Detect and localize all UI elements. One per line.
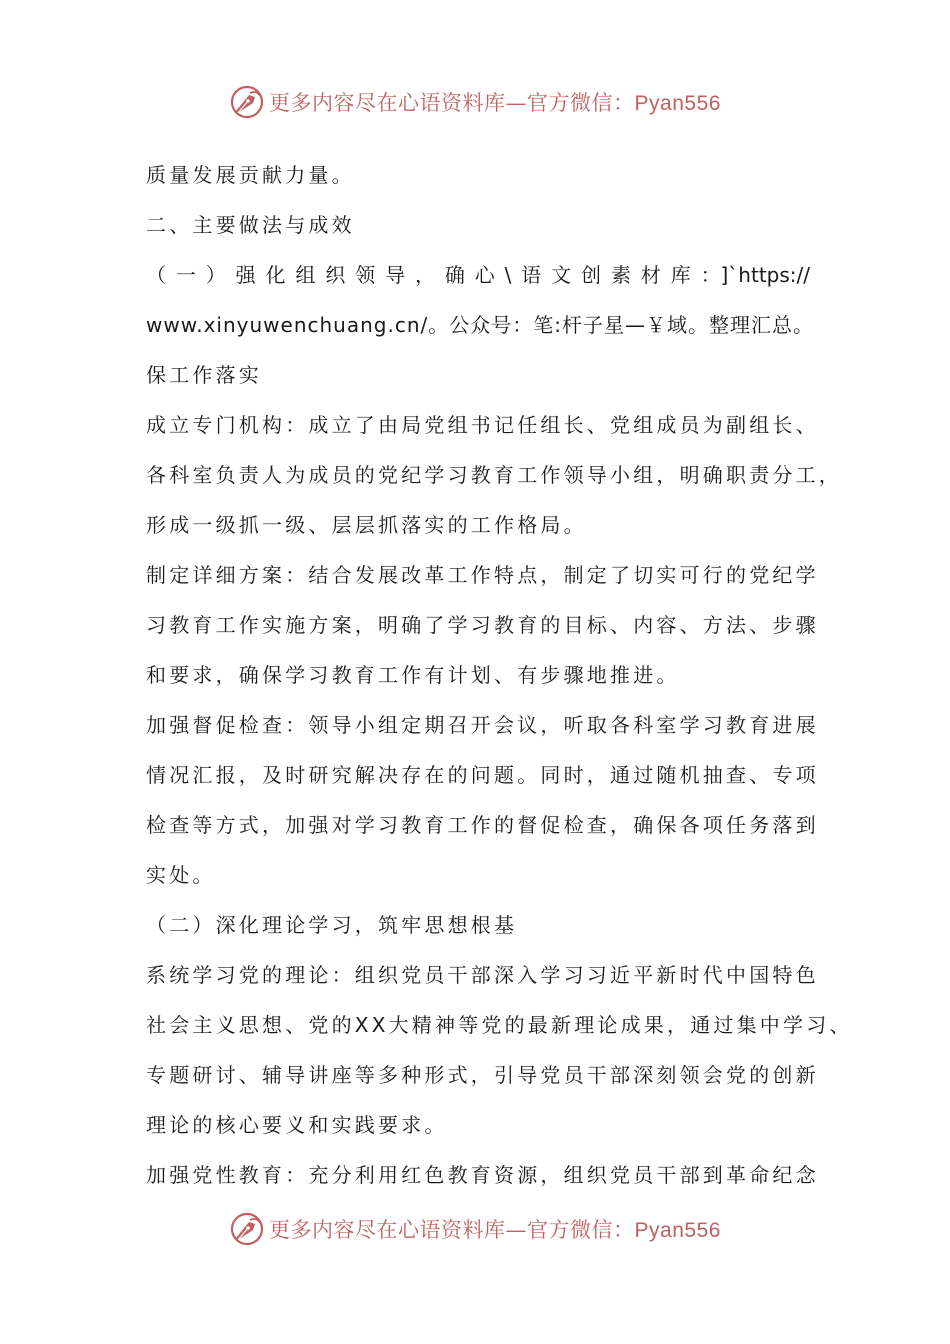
body-line: 系统学习党的理论：组织党员干部深入学习习近平新时代中国特色 <box>146 963 819 987</box>
watermark-wechat-id: Pyan556 <box>634 92 721 115</box>
subsection-heading: （一）强化组织领导，确心\语文创素材库：]`https:// <box>146 263 810 287</box>
watermark-text <box>269 87 721 117</box>
body-line: 情况汇报，及时研究解决存在的问题。同时，通过随机抽查、专项 <box>146 763 819 787</box>
watermark-brand: 更多内容尽在心语资料库—官方微信： <box>269 91 635 115</box>
body-line: 检查等方式，加强对学习教育工作的督促检查，确保各项任务落到 <box>146 813 819 837</box>
body-line: 社会主义思想、党的XX大精神等党的最新理论成果，通过集中学习、 <box>146 1013 853 1037</box>
body-line: 理论的核心要义和实践要求。 <box>146 1113 448 1137</box>
body-line: 保工作落实 <box>146 363 262 387</box>
pen-nib-logo-icon <box>229 84 265 120</box>
section-heading: 二、主要做法与成效 <box>146 213 355 237</box>
body-line: 加强督促检查：领导小组定期召开会议，听取各科室学习教育进展 <box>146 713 819 737</box>
body-line: 制定详细方案：结合发展改革工作特点，制定了切实可行的党纪学 <box>146 563 819 587</box>
body-line: 专题研讨、辅导讲座等多种形式，引导党员干部深刻领会党的创新 <box>146 1063 819 1087</box>
body-line: 各科室负责人为成员的党纪学习教育工作领导小组，明确职责分工， <box>146 463 842 487</box>
body-line: 实处。 <box>146 863 216 887</box>
body-line: 和要求，确保学习教育工作有计划、有步骤地推进。 <box>146 663 680 687</box>
body-line: 习教育工作实施方案，明确了学习教育的目标、内容、方法、步骤 <box>146 613 819 637</box>
pen-nib-logo-icon <box>229 1211 265 1247</box>
footer-watermark <box>0 1209 950 1249</box>
body-line: 形成一级抓一级、层层抓落实的工作格局。 <box>146 513 587 537</box>
header-watermark <box>0 82 950 122</box>
subsection-heading: （二）深化理论学习，筑牢思想根基 <box>146 913 518 937</box>
body-line: 质量发展贡献力量。 <box>146 163 355 187</box>
body-line: www.xinyuwenchuang.cn/。公众号：笔:杆子星—￥域。整理汇总。 <box>146 313 814 337</box>
body-line: 加强党性教育：充分利用红色教育资源，组织党员干部到革命纪念 <box>146 1163 819 1187</box>
watermark-wechat-id: Pyan556 <box>634 1219 721 1242</box>
document-body <box>146 150 853 1200</box>
watermark-text <box>269 1214 721 1244</box>
watermark-brand: 更多内容尽在心语资料库—官方微信： <box>269 1218 635 1242</box>
body-line: 成立专门机构：成立了由局党组书记任组长、党组成员为副组长、 <box>146 413 819 437</box>
